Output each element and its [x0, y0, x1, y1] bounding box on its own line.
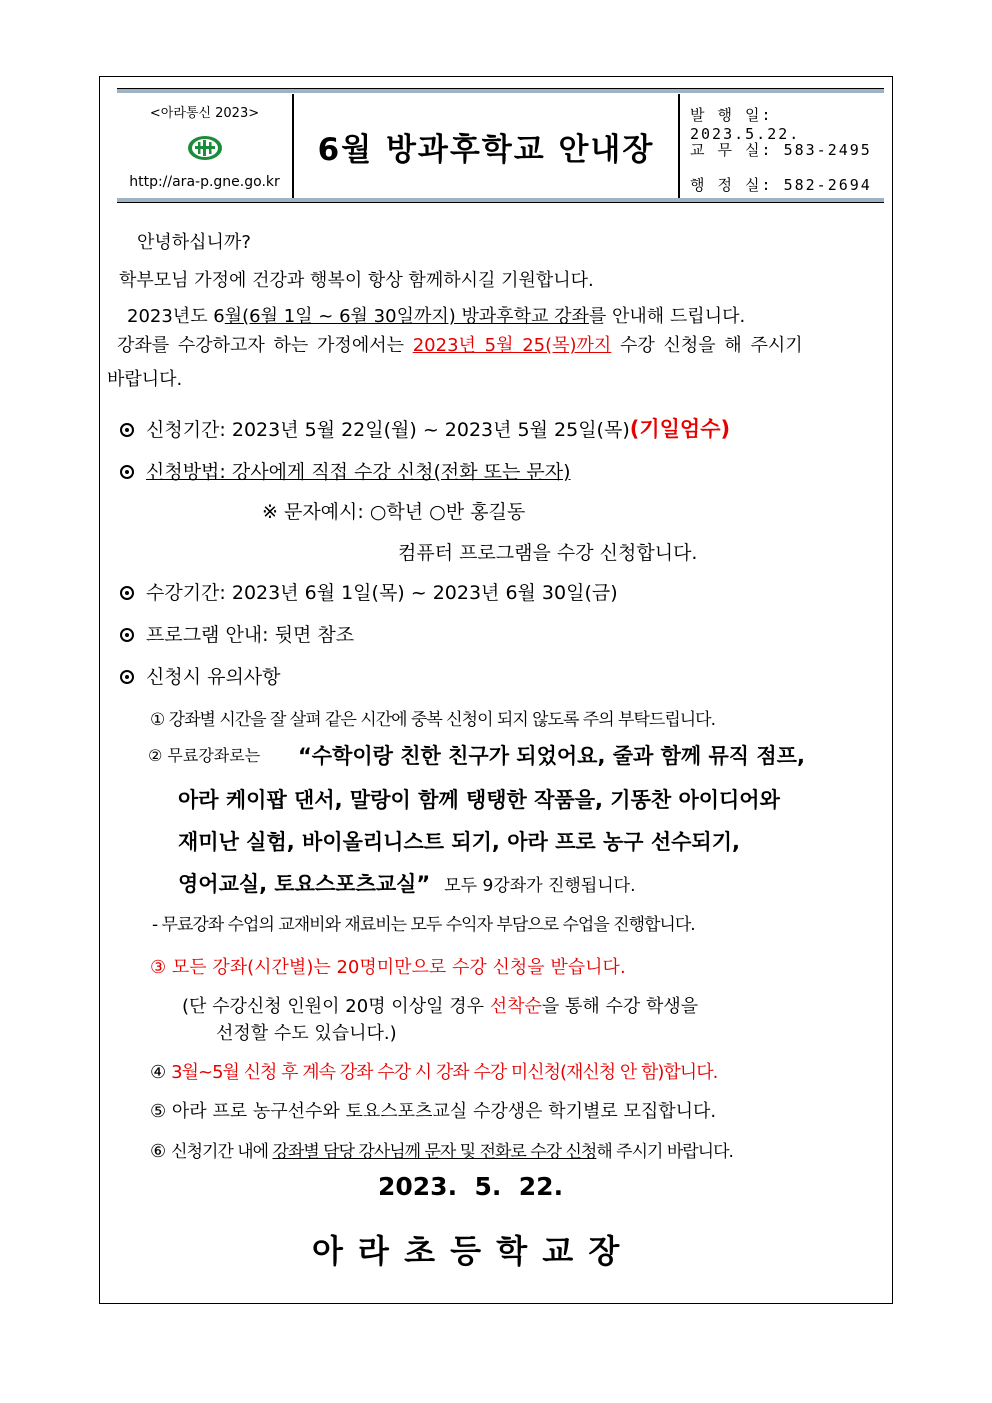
header-title-box	[292, 94, 680, 198]
header	[117, 88, 884, 203]
page-title: 6월 방과후학교 안내장	[317, 131, 655, 168]
note-5: ⑤ 아라 프로 농구선수와 토요스포츠교실 수강생은 학기별로 모집합니다.	[150, 1101, 717, 1122]
program-info: 프로그램 안내: 뒷면 참조	[120, 620, 354, 647]
note-2-line-4: 영어교실, 토요스포츠교실” 모두 9강좌가 진행됩니다.	[178, 872, 636, 896]
intro-line-2: 2023년도 6월(6월 1일 ~ 6월 30일까지) 방과후학교 강좌를 안내해 드립니다.	[127, 306, 746, 327]
note-2-line-1: “수학이랑 친한 친구가 되었어요, 줄과 함께 뮤직 점프,	[298, 744, 805, 768]
strict-deadline: (기일엄수)	[629, 417, 731, 441]
note-6: ⑥ 신청기간 내에 강좌별 담당 강사님께 문자 및 전화로 수강 신청해 주시기 바랍니다.	[150, 1141, 733, 1162]
note-3: ③ 모든 강좌(시간별)는 20명미만으로 수강 신청을 받습니다.	[150, 957, 626, 978]
note-3-sub-2: 선정할 수도 있습니다.)	[216, 1023, 397, 1044]
course-period: 수강기간: 2023년 6월 1일(목) ~ 2023년 6월 30일(금)	[120, 578, 618, 605]
header-top-rule	[117, 88, 884, 93]
application-period: 신청기간: 2023년 5월 22일(월) ~ 2023년 5월 25일(목)(기일엄수)	[120, 413, 730, 443]
intro-line-4: 바랍니다.	[107, 369, 183, 390]
note-2-line-2: 아라 케이팝 댄서, 말랑이 함께 탱탱한 작품을, 기똥찬 아이디어와	[178, 788, 780, 812]
bullet-icon	[120, 586, 134, 600]
note-3-sub: (단 수강신청 인원이 20명 이상일 경우 선착순을 통해 수강 학생을	[182, 996, 699, 1017]
issue-date: 발 행 일: 2023.5.22.	[690, 106, 801, 143]
school-logo-icon	[187, 135, 223, 161]
sms-example-line-2: 컴퓨터 프로그램을 수강 신청합니다.	[398, 542, 698, 564]
bullet-icon	[120, 423, 134, 437]
principal-signature: 아 라 초 등 학 교 장	[312, 1232, 622, 1270]
header-info-box	[680, 94, 884, 198]
bullet-icon	[120, 628, 134, 642]
newsletter-label: <아라통신 2023>	[149, 106, 260, 121]
application-method: 신청방법: 강사에게 직접 수강 신청(전화 또는 문자)	[120, 457, 571, 484]
issue-date-footer: 2023. 5. 22.	[378, 1172, 564, 1201]
sms-example: ※ 문자예시: ○학년 ○반 홍길동	[262, 501, 526, 523]
header-bottom-rule	[117, 198, 884, 203]
office-phone: 교 무 실: 583-2495	[690, 141, 872, 159]
note-1: ① 강좌별 시간을 잘 살펴 같은 시간에 중복 신청이 되지 않도록 주의 부탁드립니다.	[150, 710, 715, 730]
note-4: ④ 3월~5월 신청 후 계속 강좌 수강 시 강좌 수강 미신청(재신청 안 함)합니다.	[150, 1062, 718, 1083]
bullet-icon	[120, 465, 134, 479]
bullet-icon	[120, 670, 134, 684]
deadline: 2023년 5월 25(목)까지	[412, 335, 612, 356]
admin-phone: 행 정 실: 582-2694	[690, 176, 872, 194]
note-2-prefix: ② 무료강좌로는	[148, 746, 261, 765]
note-2-dash: - 무료강좌 수업의 교재비와 재료비는 모두 수익자 부담으로 수업을 진행합니다.	[152, 915, 695, 935]
intro-line-3: 강좌를 수강하고자 하는 가정에서는 2023년 5월 25(목)까지 수강 신청을 해 주시기	[117, 335, 803, 356]
school-url[interactable]: http://ara-p.gne.go.kr	[129, 174, 280, 190]
notes-title: 신청시 유의사항	[120, 662, 281, 689]
intro-line-1: 학부모님 가정에 건강과 행복이 항상 함께하시길 기원합니다.	[119, 270, 594, 291]
note-2-line-3: 재미난 실험, 바이올리니스트 되기, 아라 프로 농구 선수되기,	[178, 830, 740, 854]
greeting: 안녕하십니까?	[137, 232, 251, 253]
header-left-box	[117, 94, 292, 198]
